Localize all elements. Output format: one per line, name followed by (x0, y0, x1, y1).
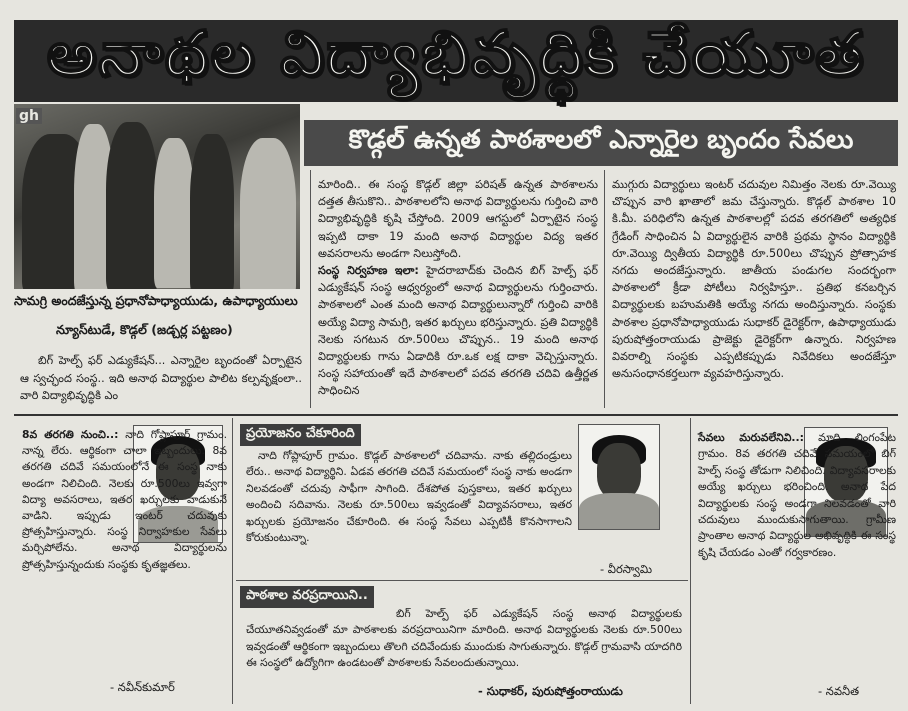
photo-banner-fragment: gh (16, 108, 42, 124)
subheadline-bar (304, 120, 898, 166)
box-mid-title: ప్రయోజనం చేకూరింది (240, 424, 361, 446)
box-mid2-title: పాఠశాల వరప్రదాయిని.. (240, 586, 374, 608)
box-mid-column (246, 448, 572, 546)
middle-subheading: సంస్థ నిర్వహణ ఇలా: (318, 264, 419, 278)
box-mid-text: నాది గోప్లాపూర్ గ్రామం. కొడ్గల్ పాఠశాలలో చదివాను. నాకు తల్లిదండ్రులు లేరు.. అనాథ విద్యార్థిని. ఏడవ తరగతి చదివే సమయంలో సంస్థ నాకు అండగా నిలవడంతో చదువు సాఫీగా సాగింది. దేశపోత పుస్తకాలు, ఇతర ఖర్చులు అందించి సదివాను. నెలకు రూ.500లు ఇవ్వడంతో విద్యావసరాలు, ఇతర ఖర్చులకు ప్రయోజనం చేకూరింది. ఈ సంస్థ సేవలు ఎప్పటికీ కొనసాగాలని కోరుకుంటున్నా. (246, 449, 572, 545)
middle-column (318, 176, 598, 400)
lead-column (20, 352, 302, 405)
box-divider-horizontal (236, 580, 688, 581)
box-right-text: మాది లింగంపేట గ్రామం. 8వ తరగతి చదివే సమయంలో బిగ్ హెల్ప్ సంస్థ తోడుగా నిలిచింది. విద్యావసరాలకు అయ్యే ఖర్చులు భరించింది. అనాథ పేద విద్యార్థులకు సంస్థ అండగా నిలవడంతో వారి చదువులు ముందుకుసాగుతాయి. గ్రామీణ ప్రాంతాల అనాథ విద్యార్థుల అభివృద్ధికి ఈ సంస్థ కృషి చేయడం ఎంతో గర్వకారణం. (698, 431, 896, 559)
middle-text-2: హైదరాబాద్‌కు చెందిన బిగ్ హెల్ప్ ఫర్ ఎడ్యుకేషన్ సంస్థ ఆధ్వర్యంలో అనాథ విద్యార్థులను గుర్తించారు. పాఠశాలలో ఎంత మంది అనాథ విద్యార్థులున్నారో గుర్తించి వారికి అయ్యే విద్యా సామగ్రి, ఇతర ఖర్చులు భరిస్తున్నారు. ప్రతి విద్యార్థికి నెలకు సగటున రూ.500లు చొప్పున.. 19 మంది అనాథ విద్యార్థులకు గాను ఏడాదికి రూ.ఒక లక్ష దాకా వెచ్చిస్తున్నారు. సంస్థ సహాయంతో ఇదే పాఠశాలలో పదవ తరగతి చదివి ఉత్తీర్ణత సాధించిన (318, 264, 598, 398)
box-left-signature: - నవీన్‌కుమార్ (110, 680, 175, 694)
box-mid2-signature: - సుధాకర్, పురుషోత్తంరాయుడు (478, 684, 623, 698)
lead-text: బిగ్ హెల్ప్ ఫర్ ఎడ్యుకేషన్... ఎన్నారైల బృందంతో ఏర్పాటైన ఆ స్వచ్ఛంద సంస్థ.. ఇది అనాథ విద్యార్థుల పాలిట కల్పవృక్షంలా.. వారి విద్యాభివృద్ధికి ఎం (20, 354, 302, 402)
box-mid2-column (246, 606, 682, 672)
box-left-column (22, 427, 227, 573)
right-column (612, 176, 896, 382)
section-divider (14, 414, 898, 416)
headline-bar (14, 17, 898, 102)
box-divider (232, 418, 233, 704)
box-left-lead: 8వ తరగతి నుంచి..: (22, 428, 119, 441)
column-divider (310, 170, 311, 408)
box-right-column (698, 430, 896, 561)
dateline: న్యూస్‌టుడే, కొడ్గల్ (జడ్చర్ల పట్టణం) (56, 322, 233, 337)
student-photo-veeraswamy (578, 424, 660, 530)
group-photo (14, 104, 300, 289)
photo-caption: సామగ్రి అందజేస్తున్న ప్రధానోపాధ్యాయుడు, ఉపాధ్యాయులు (14, 293, 298, 308)
right-text: ముగ్గురు విద్యార్థులు ఇంటర్ చదువుల నిమిత్తం నెలకు రూ.వెయ్యి చొప్పున వారి ఖాతాలో జమ చేస్తున్నారు. కొడ్గల్ పాఠశాల 10 కి.మీ. పరిధిలోని ఉన్నత పాఠశాలల్లో పదవ తరగతిలో అత్యధిక గ్రేడింగ్ సాధించిన ఏ విద్యార్థులైన వారికి ప్రథమ స్థానం విద్యార్థికి రూ.వెయ్యి ద్వితీయ విద్యార్థికి రూ.500లు చొప్పున ప్రోత్సాహక నగదు అందజేస్తున్నారు. జాతీయ పండుగల సందర్భంగా పాఠశాలలో క్రీడా పోటీలు నిర్వహిస్తూ.. ప్రతిభ కనబర్చిన విద్యార్థులకు బహుమతికి అయ్యే నగదు అందిస్తున్నారు. సంస్థకు పాఠశాల ప్రధానోపాధ్యాయుడు సుధాకర్ డైరెక్టర్‌గా, ఉపాధ్యాయుడు పురుషోత్తంరాయుడు ప్రాజెక్టు డైరెక్టర్‌గా ఉన్నారు. నిర్వహణ వివరాల్ని సంస్థకు ఎప్పటికప్పుడు నివేదికలు అందజేస్తూ అనుసంధానకర్తలుగా వ్యవహరిస్తున్నారు. (612, 178, 896, 381)
subheadline: కొడ్గల్ ఉన్నత పాఠశాలలో ఎన్నారైల బృందం సేవలు (348, 125, 854, 155)
column-divider (604, 170, 605, 408)
box-mid-signature: - వీరస్వామి (600, 562, 653, 576)
box-right-signature: - నవనీత (818, 684, 860, 698)
headline: అనాథల విద్యాభివృద్ధికి చేయూత (46, 17, 866, 90)
box-right-lead: సేవలు మరువలేనివి..: (698, 431, 804, 444)
box-divider (690, 418, 691, 704)
box-left-text: నాది గోప్లాపూర్ గ్రామం. నాన్న లేరు. ఆర్థికంగా చాలా ఇబ్బందులు. 8వ తరగతి చదివే సమయంలోనే ఈ సంస్థ నాకు అండగా నిలిచింది. నెలకు రూ.500లు ఇవ్వగా విద్యా అవసరాలు, ఇతర ఖర్చులకు వాడుకునే వాడిని. ఇప్పుడు ఇంటర్ చదువుకు ప్రోత్సహిస్తున్నారు. సంస్థ నిర్వాహకుల సేవలు మర్చిపోలేను. అనాథ విద్యార్థులను ప్రోత్సహిస్తున్నందుకు సంస్థకు కృతజ్ఞతలు. (22, 428, 227, 571)
box-mid2-text: బిగ్ హెల్ప్ ఫర్ ఎడ్యుకేషన్ సంస్థ అనాథ విద్యార్థులకు చేయూతనివ్వడంతో మా పాఠశాలకు వరప్రదాయినిగా మారింది. అనాథ విద్యార్థులకు నెలకు రూ.500లు ఇవ్వడంతో ఆర్థికంగా ఇబ్బందులు తొలగి చదివేందుకు ముందుకు సాగుతున్నారు. కొడ్గల్ గ్రామవాసి యాదగిరి ఈ సంస్థలో ఉద్యోగిగా ఉండటంతో పాఠశాలకు సేవలందుతున్నాయి. (246, 607, 682, 670)
middle-text: మారింది.. ఈ సంస్థ కొడ్గల్ జిల్లా పరిషత్ ఉన్నత పాఠశాలను దత్తత తీసుకొని.. పాఠశాలలోని అనాథ విద్యార్థులను గుర్తించి వారి విద్యాభివృద్ధికి కృషి చేస్తోంది. 2009 ఆగస్టులో ఏర్పాటైన సంస్థ ఇప్పటి దాకా 19 మంది అనాథ విద్యార్థుల విద్య ఇతర అవసరాలను అండగా నిలుస్తోంది. (318, 178, 598, 260)
